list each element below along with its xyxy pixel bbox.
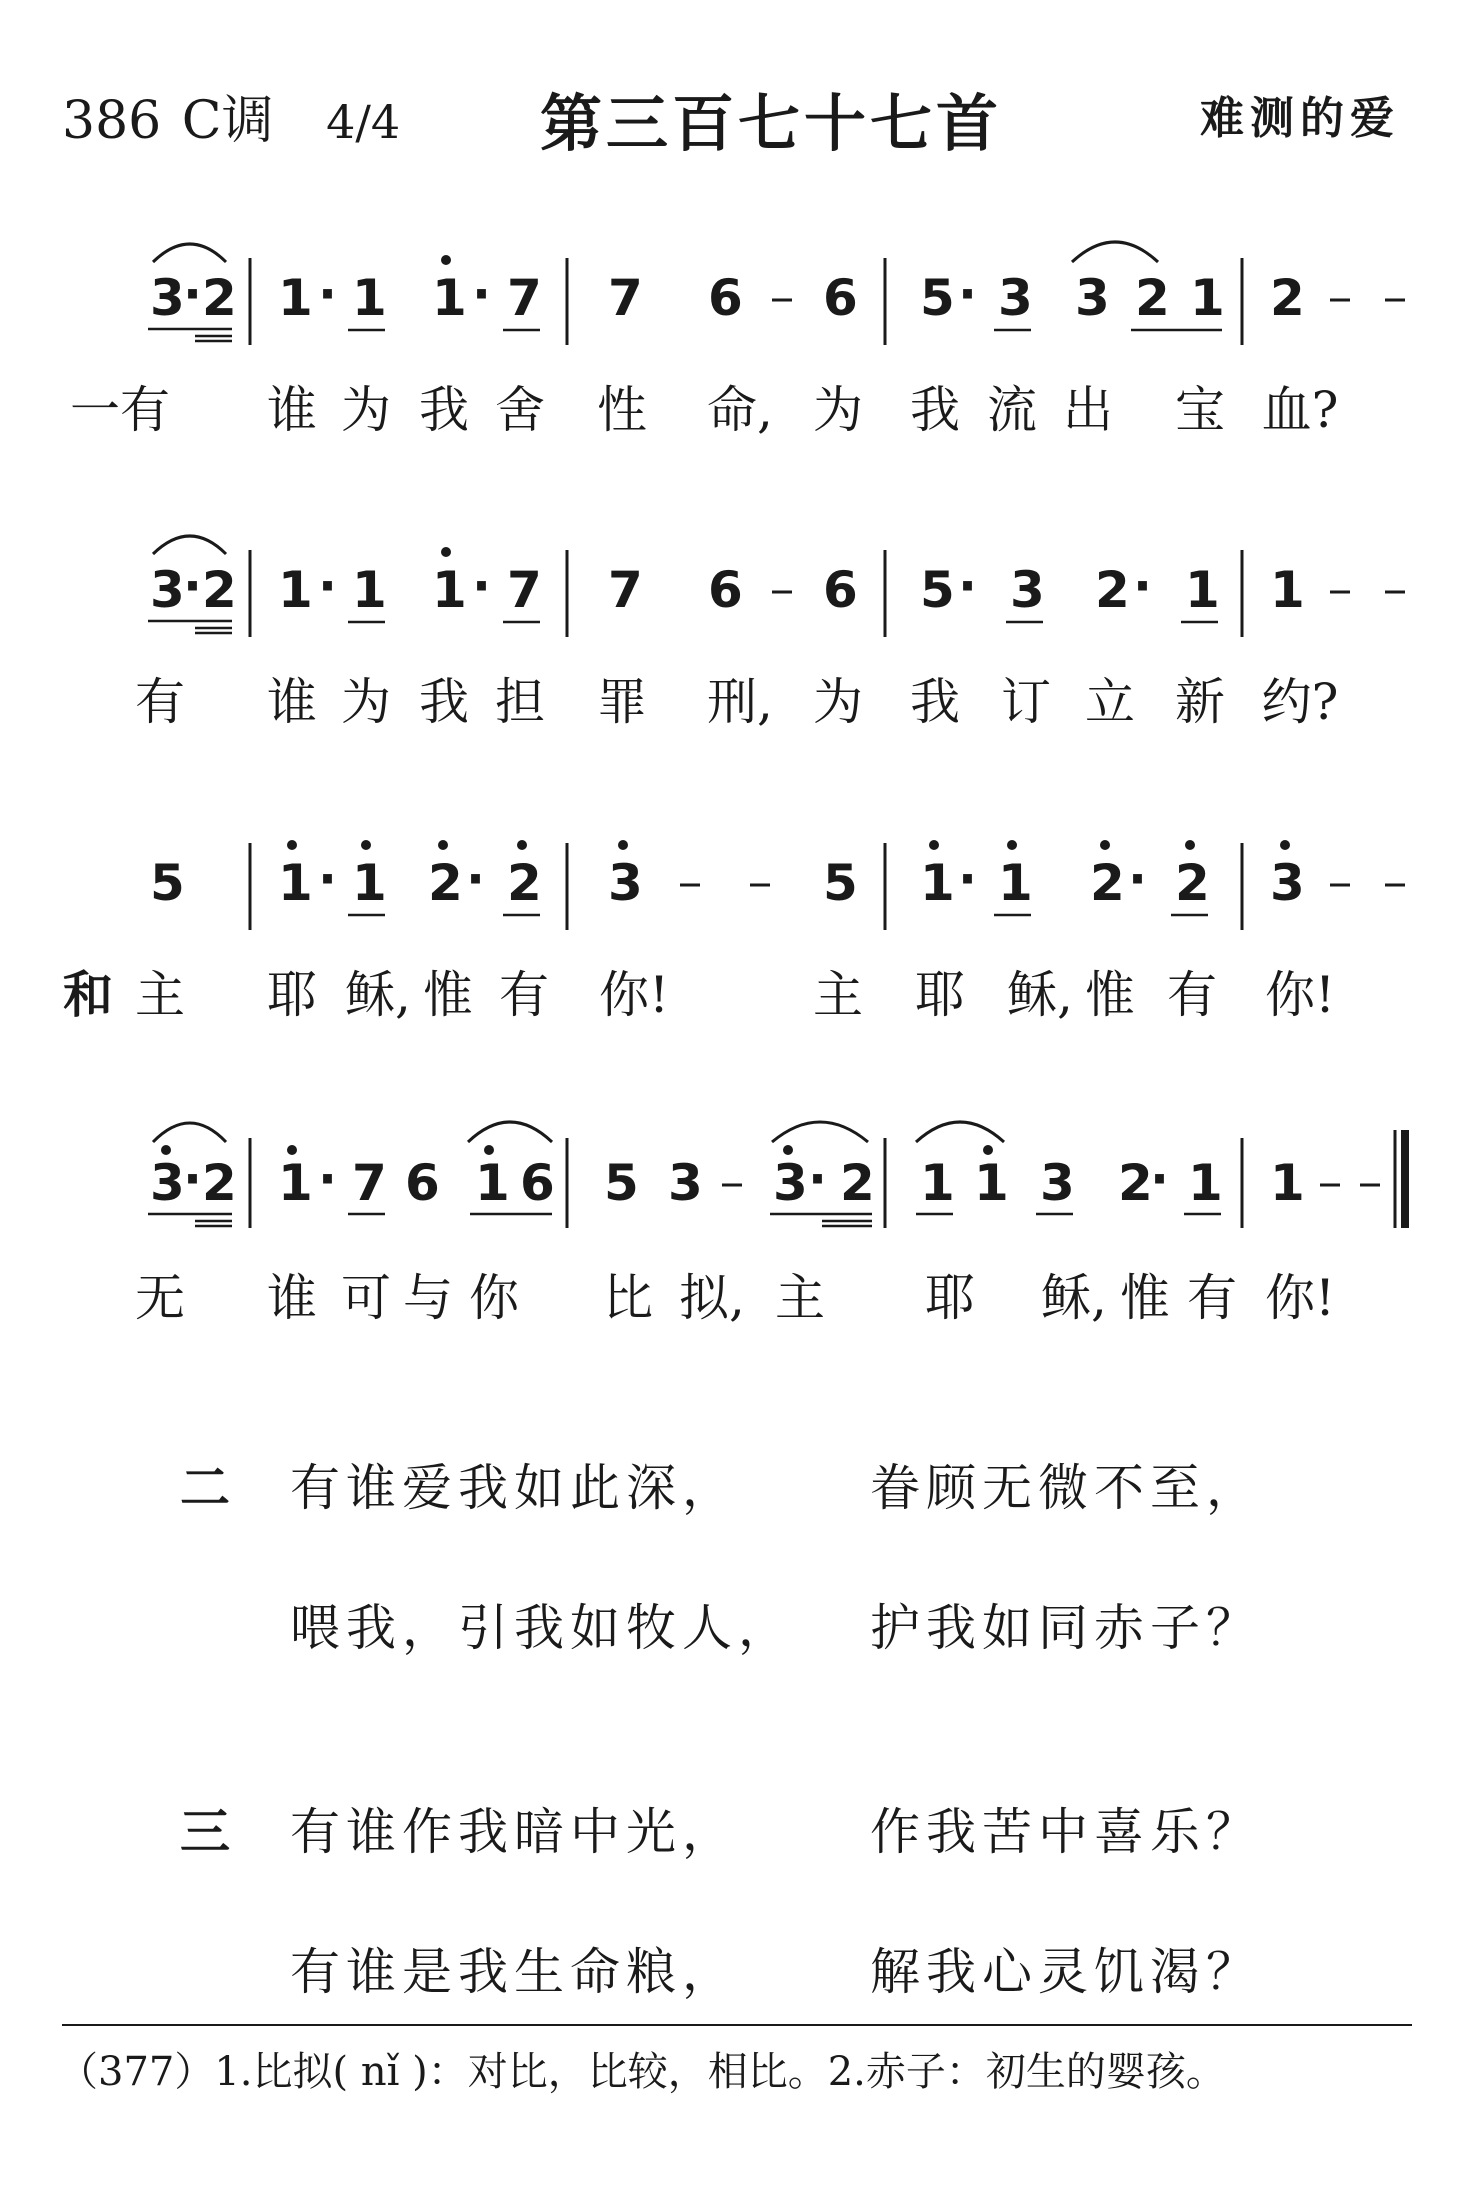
lyric: 有 (135, 673, 185, 731)
lyric: 有 (1187, 1269, 1237, 1327)
lyric: 稣, (1007, 966, 1073, 1024)
svg-text:5: 5 (920, 269, 955, 327)
lyric: 新 (1175, 673, 1225, 731)
svg-text:3: 3 (608, 854, 643, 912)
svg-text:2: 2 (507, 854, 542, 912)
lyric: 为 (341, 381, 391, 439)
svg-text:3: 3 (150, 269, 185, 327)
svg-text:1: 1 (352, 269, 387, 327)
svg-text:3: 3 (1010, 561, 1045, 619)
lyric: 罪 (597, 673, 647, 731)
lyric: 主 (813, 966, 863, 1024)
svg-text:1: 1 (278, 561, 313, 619)
lyric: 性 (597, 381, 647, 439)
svg-text:·: · (318, 265, 337, 323)
score-line-1 (0, 220, 1470, 360)
lyric: 你! (1264, 1269, 1336, 1327)
svg-text:2: 2 (202, 561, 237, 619)
hymn-number: 386 (62, 91, 162, 151)
svg-text:·: · (958, 265, 977, 323)
svg-text:·: · (808, 1150, 827, 1208)
svg-text:·: · (472, 557, 491, 615)
svg-text:·: · (1150, 1150, 1169, 1208)
svg-text:1: 1 (920, 854, 955, 912)
lyric: 比 (603, 1269, 653, 1327)
svg-text:·: · (958, 850, 977, 908)
lyric: 与 (403, 1269, 453, 1327)
lyric: 约? (1261, 673, 1339, 731)
page-title: 第三百七十七首 (540, 87, 1003, 160)
svg-text:2: 2 (202, 269, 237, 327)
svg-text:3: 3 (150, 1154, 185, 1212)
svg-text:6: 6 (708, 269, 743, 327)
svg-text:7: 7 (507, 269, 542, 327)
lyric: 我 (419, 381, 469, 439)
lyric: 舍 (495, 381, 545, 439)
lyric: 稣, (345, 966, 411, 1024)
svg-text:·: · (183, 557, 202, 615)
svg-text:·: · (318, 850, 337, 908)
svg-text:·: · (183, 265, 202, 323)
svg-text:6: 6 (823, 561, 858, 619)
lyric: 惟 (1085, 966, 1135, 1024)
svg-text:2: 2 (1095, 561, 1130, 619)
lyric: 宝 (1175, 381, 1225, 439)
lyric: 耶 (915, 966, 965, 1024)
verse-line: 有谁爱我如此深， (290, 1459, 738, 1517)
lyric: 谁 (267, 381, 317, 439)
lyrics-line-4 (0, 1258, 1470, 1338)
svg-text:1: 1 (278, 854, 313, 912)
verse-number: 三 (180, 1802, 230, 1861)
lyric: 刑, (707, 673, 773, 731)
svg-text:2: 2 (1090, 854, 1125, 912)
svg-text:6: 6 (823, 269, 858, 327)
lyrics-line-3 (0, 955, 1470, 1035)
svg-text:3: 3 (668, 1154, 703, 1212)
lyric: 稣, (1041, 1269, 1107, 1327)
lyric: 主 (135, 966, 185, 1024)
lyric: 有 (499, 966, 549, 1024)
lyric: 为 (813, 673, 863, 731)
lyrics-line-1 (0, 370, 1470, 450)
lyric: 谁 (267, 1269, 317, 1327)
lyric: 担 (495, 673, 545, 731)
svg-text:1: 1 (475, 1154, 510, 1212)
lyric: 拟, (679, 1269, 745, 1327)
svg-text:2: 2 (1135, 269, 1170, 327)
svg-text:7: 7 (608, 561, 643, 619)
lyric: 出 (1063, 381, 1113, 439)
svg-text:·: · (466, 850, 485, 908)
lyric: 和 (63, 965, 113, 1024)
footnote-divider (62, 2024, 1412, 2026)
score-line-3 (0, 805, 1470, 945)
svg-text:3: 3 (150, 561, 185, 619)
lyric: 可 (341, 1269, 391, 1327)
lyric: 你! (1264, 966, 1336, 1024)
svg-text:·: · (1133, 557, 1152, 615)
svg-text:1: 1 (352, 854, 387, 912)
score-line-2 (0, 512, 1470, 652)
svg-text:2: 2 (840, 1154, 875, 1212)
svg-text:1: 1 (1270, 1154, 1305, 1212)
svg-text:1: 1 (998, 854, 1033, 912)
svg-text:2: 2 (1175, 854, 1210, 912)
lyric: 为 (813, 381, 863, 439)
svg-text:1: 1 (278, 1154, 313, 1212)
verse-line: 有谁是我生命粮， (290, 1943, 738, 2001)
lyric: 耶 (925, 1269, 975, 1327)
svg-text:3: 3 (1075, 269, 1110, 327)
lyric: 我 (910, 381, 960, 439)
svg-text:·: · (318, 1150, 337, 1208)
svg-text:3: 3 (773, 1154, 808, 1212)
lyric: 命, (707, 381, 773, 439)
svg-text:3: 3 (1040, 1154, 1075, 1212)
lyric: 订 (1001, 673, 1051, 731)
hymn-subtitle: 难测的爱 (1200, 93, 1400, 144)
svg-text:1: 1 (352, 561, 387, 619)
svg-text:1: 1 (1270, 561, 1305, 619)
svg-text:1: 1 (278, 269, 313, 327)
svg-text:2: 2 (428, 854, 463, 912)
svg-text:·: · (1128, 850, 1147, 908)
lyric: 有 (1167, 966, 1217, 1024)
svg-text:2: 2 (1118, 1154, 1153, 1212)
lyric: 惟 (1120, 1269, 1170, 1327)
svg-text:6: 6 (405, 1154, 440, 1212)
svg-text:7: 7 (608, 269, 643, 327)
lyric: 我 (910, 673, 960, 731)
svg-text:2: 2 (1270, 269, 1305, 327)
lyric: 你! (598, 966, 670, 1024)
hymn-number-key-meter (62, 78, 400, 153)
lyrics-line-2 (0, 662, 1470, 742)
lyric: 耶 (267, 966, 317, 1024)
lyric: 谁 (267, 673, 317, 731)
svg-text:3: 3 (1270, 854, 1305, 912)
verse-line: 护我如同赤子？ (870, 1599, 1262, 1657)
verse-number: 二 (180, 1458, 230, 1517)
lyric: 主 (775, 1269, 825, 1327)
footnote: （377）1.比拟( nǐ )：对比，比较，相比。2.赤子：初生的婴孩。 (58, 2049, 1226, 2095)
svg-text:6: 6 (708, 561, 743, 619)
score-line-4 (0, 1100, 1470, 1240)
key-signature: C调 (181, 91, 274, 151)
svg-text:1: 1 (1190, 269, 1225, 327)
svg-text:·: · (472, 265, 491, 323)
svg-text:·: · (183, 1150, 202, 1208)
lyric: 血? (1261, 381, 1339, 439)
svg-text:1: 1 (432, 561, 467, 619)
svg-text:1: 1 (1185, 561, 1220, 619)
lyric: 你 (469, 1269, 519, 1327)
svg-text:7: 7 (352, 1154, 387, 1212)
svg-text:·: · (958, 557, 977, 615)
lyric: 我 (419, 673, 469, 731)
svg-text:5: 5 (150, 854, 185, 912)
lyric: 无 (135, 1269, 185, 1327)
verse-line: 作我苦中喜乐？ (870, 1803, 1262, 1861)
svg-text:5: 5 (823, 854, 858, 912)
verse-line: 喂我，引我如牧人， (290, 1599, 794, 1657)
svg-text:7: 7 (507, 561, 542, 619)
verse-line: 眷顾无微不至， (870, 1459, 1262, 1517)
svg-text:2: 2 (202, 1154, 237, 1212)
svg-text:6: 6 (520, 1154, 555, 1212)
lyric: 一有 (70, 381, 170, 439)
verse-line: 有谁作我暗中光， (290, 1803, 738, 1861)
lyric: 为 (341, 673, 391, 731)
lyric: 立 (1085, 673, 1135, 731)
time-signature: 4/4 (326, 95, 401, 149)
lyric: 惟 (423, 966, 473, 1024)
lyric: 流 (987, 381, 1037, 439)
svg-text:1: 1 (920, 1154, 955, 1212)
svg-text:1: 1 (432, 269, 467, 327)
svg-text:·: · (318, 557, 337, 615)
svg-text:5: 5 (604, 1154, 639, 1212)
verse-line: 解我心灵饥渴？ (870, 1943, 1262, 2001)
svg-text:3: 3 (998, 269, 1033, 327)
svg-text:1: 1 (1188, 1154, 1223, 1212)
svg-text:1: 1 (974, 1154, 1009, 1212)
svg-text:5: 5 (920, 561, 955, 619)
